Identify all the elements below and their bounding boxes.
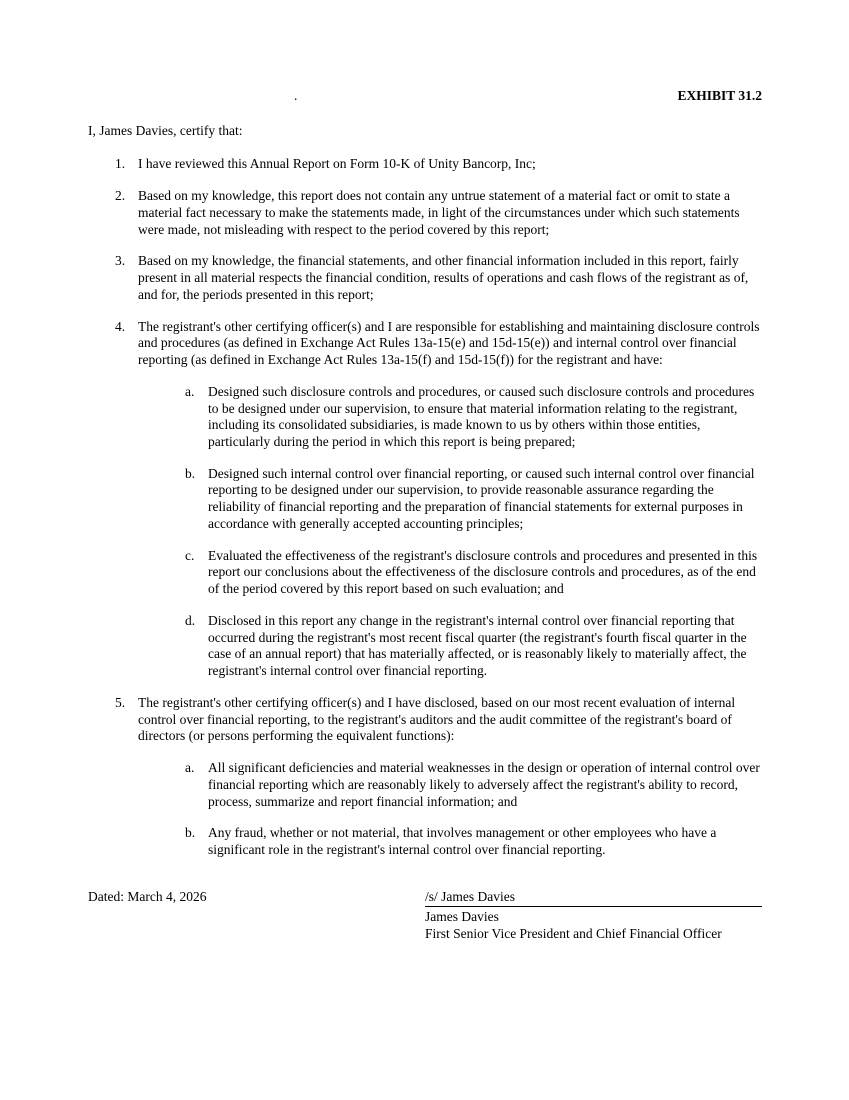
item-number: 4. [115, 318, 126, 334]
item-text: All significant deficiencies and material weaknesses in the design or operation of internal control over financial reporting which are reasonably likely to adversely affect the registrant's ability to record, process, summarize and report financial information; and [208, 760, 760, 809]
item-number: 1. [115, 156, 126, 172]
item-text: Based on my knowledge, the financial statements, and other financial information included in this report, fairly present in all material respects the financial condition, results of operations and cash flows of the registrant as of, and for, the periods presented in this report; [138, 253, 749, 302]
list-item-5 [88, 695, 762, 745]
item-letter: a. [185, 383, 195, 399]
item-letter: b. [185, 465, 196, 481]
list-item-4 [88, 319, 762, 369]
item-text: Evaluated the effectiveness of the registrant's disclosure controls and procedures and presented in this report our conclusions about the effectiveness of the disclosure controls and procedures, as of the end of the period covered by this report based on such evaluation; and [208, 547, 758, 597]
item-number: 2. [115, 188, 126, 204]
list-item-2 [88, 188, 762, 238]
list-item-3 [88, 253, 762, 303]
signer-name: James Davies [425, 909, 499, 925]
item-text: Designed such internal control over financial reporting, or caused such internal control over financial reporting to be designed under our supervision, to provide reasonable assurance regarding the reliability of financial reporting and the preparation of financial statements for external purposes in accordance with generally accepted accounting principles; [208, 465, 755, 531]
item-letter: d. [185, 612, 196, 628]
signer-title: First Senior Vice President and Chief Financial Officer [425, 926, 722, 942]
item-text: The registrant's other certifying officer(s) and I are responsible for establishing and maintaining disclosure controls and procedures (as defined in Exchange Act Rules 13a-15(e) and 15d-15(e)) and internal control over financial reporting (as defined in Exchange Act Rules 13a-15(f) and 15d-15(f)) for the registrant and have: [138, 318, 760, 368]
item-number: 5. [115, 694, 126, 710]
item-text: Based on my knowledge, this report does not contain any untrue statement of a material fact or omit to state a material fact necessary to make the statements made, in light of the circumstances under which such statements were made, not misleading with respect to the period covered by this report; [138, 188, 740, 237]
item-letter: c. [185, 547, 195, 563]
item-number: 3. [115, 253, 126, 269]
sub-item-4a [88, 384, 762, 451]
sub-item-4b [88, 466, 762, 533]
item-text: Disclosed in this report any change in the registrant's internal control over financial reporting that occurred during the registrant's most recent fiscal quarter (the registrant's fourth fiscal quarter in the case of an annual report) that has materially affected, or is reasonably likely to materially affect, the registrant's internal control over financial reporting. [208, 612, 747, 679]
sub-item-5a [88, 760, 762, 810]
sub-item-5b [88, 825, 762, 858]
list-item-1 [88, 156, 762, 173]
item-letter: b. [185, 825, 196, 841]
sub-item-4c [88, 548, 762, 598]
stray-period: . [294, 88, 298, 103]
exhibit-label: EXHIBIT 31.2 [677, 88, 762, 103]
signature-block [425, 889, 762, 943]
intro-text: I, James Davies, certify that: [88, 122, 243, 138]
item-text: Designed such disclosure controls and procedures, or caused such disclosure controls and procedures to be designed under our supervision, to ensure that material information relating to the registrant, including its consolidated subsidiaries, is made known to us by others within those entities, particularly during the period in which this report is being prepared; [208, 383, 755, 450]
item-text: Any fraud, whether or not material, that involves management or other employees who have a significant role in the registrant's internal control over financial reporting. [208, 825, 717, 857]
signature-section [88, 889, 762, 943]
signature-line: /s/ James Davies [425, 889, 762, 908]
dated-text: Dated: March 4, 2026 [88, 888, 207, 904]
sub-item-4d [88, 613, 762, 680]
item-text: The registrant's other certifying officer(s) and I have disclosed, based on our most recent evaluation of internal control over financial reporting, to the registrant's auditors and the audit committee of the registrant's board of directors (or persons performing the equivalent functions): [138, 694, 736, 744]
item-letter: a. [185, 760, 195, 776]
item-text: I have reviewed this Annual Report on Form 10-K of Unity Bancorp, Inc; [138, 156, 536, 172]
